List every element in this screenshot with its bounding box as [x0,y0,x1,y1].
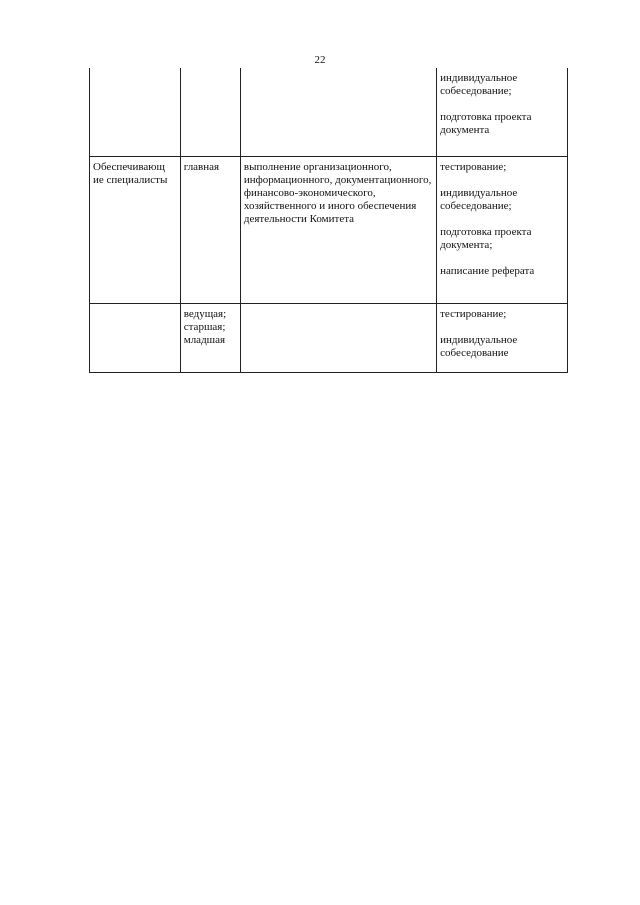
table-row [90,304,568,373]
area-cell [240,304,436,373]
table-row [90,157,568,304]
method-item: тестирование; [440,308,507,320]
group-cell [180,68,240,157]
area-cell: выполнение организационного, информационного, документационного, финансово-экономического, хозяйственного и иного обеспечения деятельности Комитета [240,157,436,304]
method-item: подготовка проекта документа; [440,226,532,251]
group-cell: ведущая; старшая; младшая [180,304,240,373]
qualification-table [89,68,568,373]
methods-cell [437,304,568,373]
method-item: написание реферата [440,265,535,277]
group-cell: главная [180,157,240,304]
table-row [90,68,568,157]
method-item: тестирование; [440,161,507,173]
method-item: индивидуальное собеседование; [440,187,518,212]
category-cell [90,304,181,373]
category-cell: Обеспечивающ ие специалисты [90,157,181,304]
page-number: 22 [314,54,326,66]
category-cell [90,68,181,157]
area-cell [240,68,436,157]
method-item: индивидуальное собеседование [440,334,518,359]
methods-cell [437,157,568,304]
method-item: индивидуальное собеседование; [440,72,518,97]
methods-cell [437,68,568,157]
method-item: подготовка проекта документа [440,111,532,136]
